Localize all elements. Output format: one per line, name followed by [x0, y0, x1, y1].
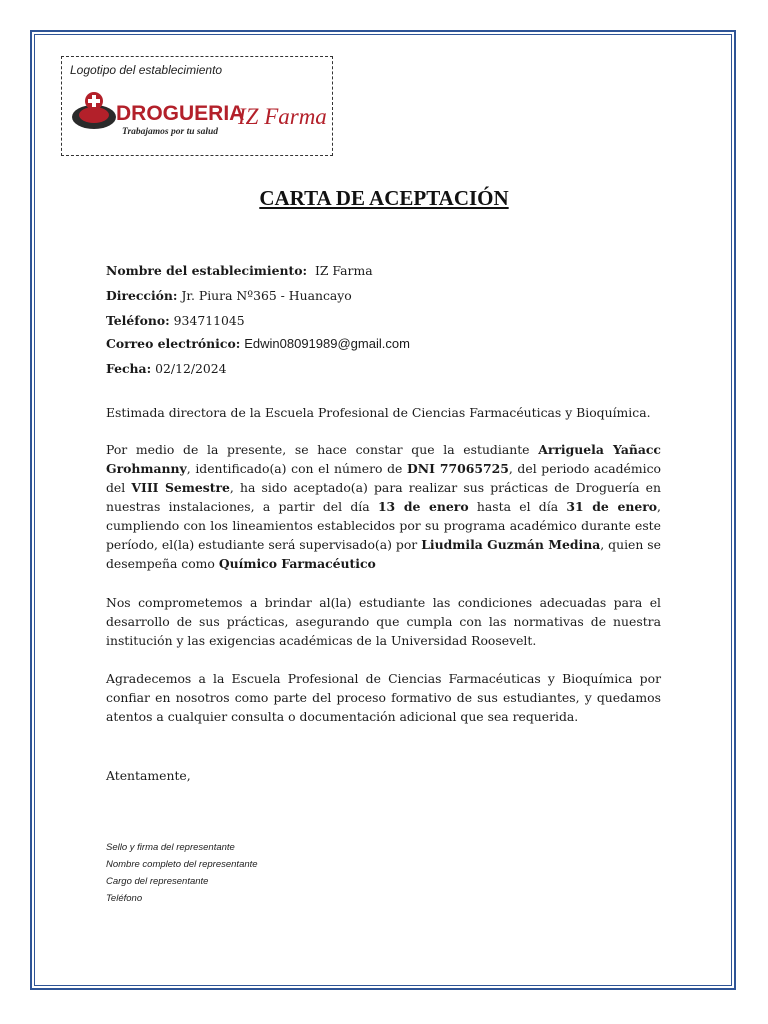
field-nombre-label: Nombre del establecimiento:: [106, 263, 308, 278]
p1-text-e: hasta el día: [468, 499, 567, 514]
pharmacy-hat-icon: [72, 92, 116, 129]
supervisor-role: Químico Farmacéutico: [218, 556, 376, 571]
closing: Atentamente,: [106, 768, 191, 783]
field-correo-value: Edwin08091989@gmail.com: [244, 336, 410, 351]
p1-text-c: , del periodo académico del: [106, 461, 661, 495]
end-date: 31 de enero: [566, 499, 658, 514]
logo-tagline: Trabajamos por tu salud: [122, 127, 218, 137]
p1-text-b: , identificado(a) con el número de: [186, 461, 408, 476]
field-nombre-value: IZ Farma: [314, 263, 373, 278]
salutation: Estimada directora de la Escuela Profesional de Ciencias Farmacéuticas y Bioquímica.: [106, 405, 651, 420]
field-fecha-value: 02/12/2024: [155, 361, 227, 376]
field-fecha-label: Fecha:: [106, 361, 152, 376]
field-direccion-label: Dirección:: [106, 288, 178, 303]
p1-text-g: , quien se desempeña como: [106, 537, 661, 571]
signature-line-position: Cargo del representante: [106, 876, 209, 887]
field-correo: [106, 336, 410, 351]
field-direccion-value: Jr. Piura Nº365 - Huancayo: [181, 288, 352, 303]
paragraph-thanks: Agradecemos a la Escuela Profesional de Ciencias Farmacéuticas y Bioquímica por confiar en nosotros como parte del proceso formativo de sus estudiantes, y quedamos atentos a cualquier consulta o documentación adicional que sea requerida.: [106, 671, 661, 724]
document-title: CARTA DE ACEPTACIÓN: [259, 186, 509, 210]
student-dni: DNI 77065725: [407, 461, 509, 476]
logo-caption: Logotipo del establecimiento: [70, 63, 223, 77]
signature-line-stamp: Sello y firma del representante: [106, 842, 235, 853]
signature-line-phone: Teléfono: [106, 893, 143, 904]
signature-line-name: Nombre completo del representante: [106, 859, 258, 870]
field-fecha: [106, 361, 227, 376]
paragraph-acceptance: [106, 440, 661, 573]
p1-text-f: , cumpliendo con los lineamientos establecidos por su programa académico durante este período, el(la) estudiante será supervisado(a) por: [106, 499, 661, 552]
field-telefono-value: 934711045: [173, 313, 245, 328]
field-direccion: [106, 288, 352, 303]
field-nombre: [106, 263, 373, 278]
logo-brand-script: IZ Farma: [238, 104, 327, 129]
semester: VIII Semestre: [131, 480, 230, 495]
p1-text-a: Por medio de la presente, se hace constar que la estudiante: [106, 442, 539, 457]
field-correo-label: Correo electrónico:: [106, 336, 241, 351]
field-telefono-label: Teléfono:: [106, 313, 170, 328]
field-telefono: [106, 313, 245, 328]
p1-text-d: , ha sido aceptado(a) para realizar sus prácticas de Droguería en nuestras instalaciones, a partir del día: [106, 480, 661, 514]
paragraph-commitment: Nos comprometemos a brindar al(la) estudiante las condiciones adecuadas para el desarrollo de sus prácticas, asegurando que cumpla con las normativas de nuestra institución y las exigencias académicas de la Universidad Roosevelt.: [106, 595, 661, 648]
logo-brand-text: DROGUERIA: [116, 102, 245, 125]
logo-box: [61, 56, 333, 156]
drogueria-logo: [70, 87, 328, 151]
signature-block: [106, 839, 258, 907]
student-name: Arriguela Yañacc Grohmanny: [106, 442, 661, 476]
start-date: 13 de enero: [377, 499, 469, 514]
supervisor-name: Liudmila Guzmán Medina: [421, 537, 601, 552]
